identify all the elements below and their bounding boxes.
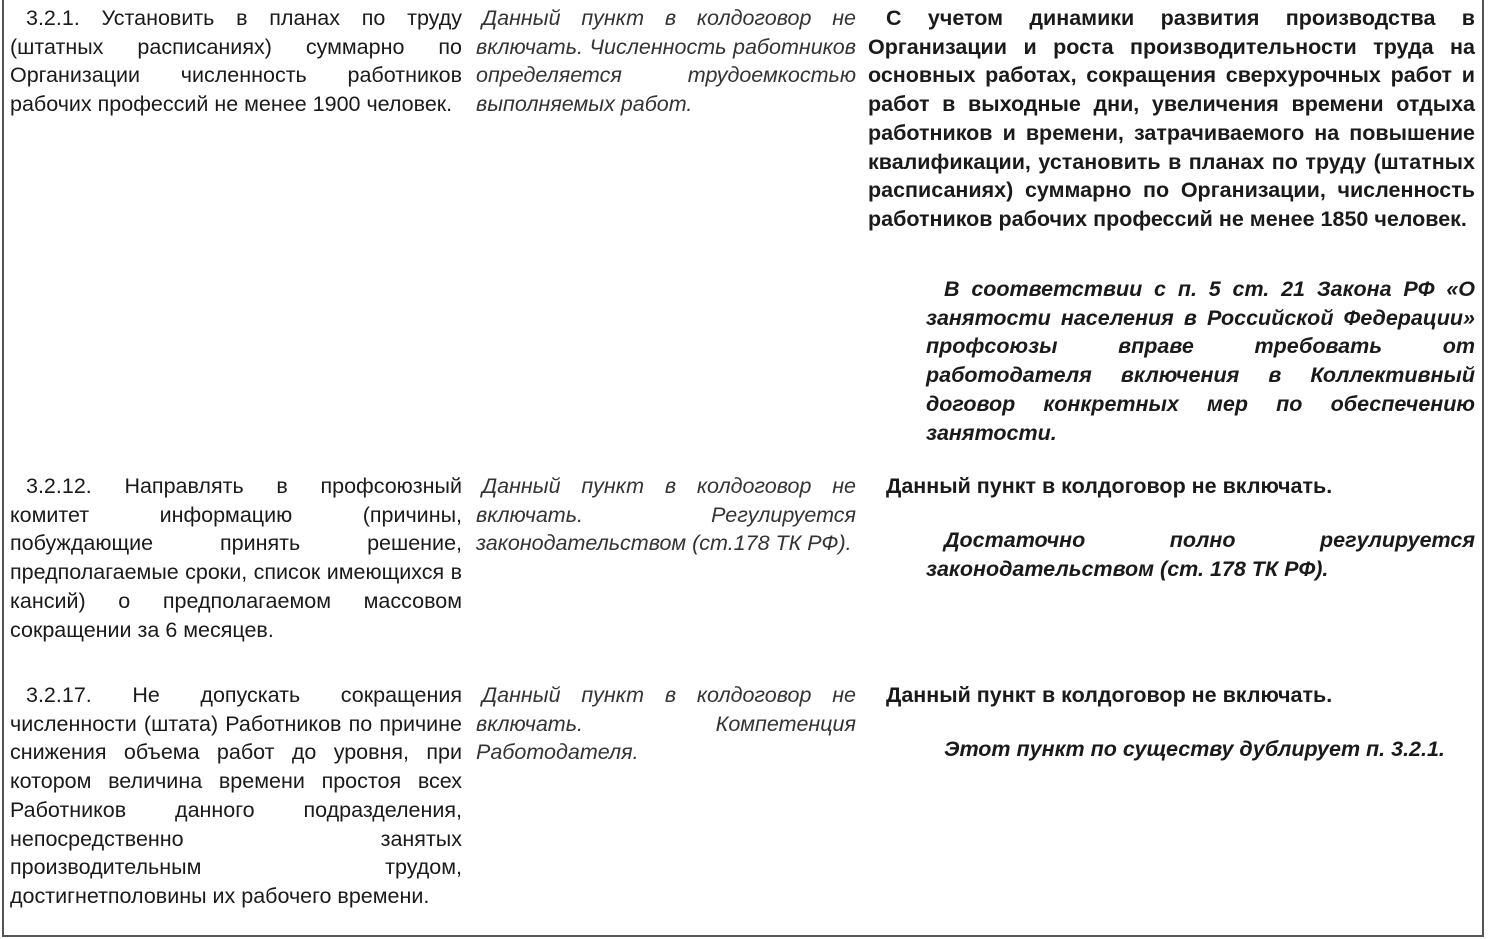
row-3-employer-response: Данный пункт в колдоговор не включать. Компетенция Работодателя. — [476, 683, 856, 765]
row-2-note: Достаточно полно регулируется законодательством (ст. 178 ТК РФ). — [926, 528, 1475, 581]
row-1-proposal: 3.2.1. Установить в планах по труду (штатных расписаниях) суммарно по Организации численность работников рабочих профессий не менее 1900 человек. — [10, 6, 462, 117]
row-2-final-wording: Данный пункт в колдоговор не включать. — [886, 474, 1333, 498]
row-3-note: Этот пункт по существу дублирует п. 3.2.1. — [944, 737, 1445, 761]
row-1-note: В соответствии с п. 5 ст. 21 Закона РФ «О занятости населения в Российской Федерации» профсоюзы вправе требовать от работодателя включения в Коллективный договор конкретных мер по обеспечению занятости. — [926, 277, 1475, 445]
row-2-proposal: 3.2.12. Направлять в профсоюзный комитет информацию (причины, побуждающие принять решение, предполагаемые сроки, список имеющихся в кансий) о предполагаемом массовом сокращении за 6 месяцев. — [10, 474, 462, 642]
row-3-proposal: 3.2.17. Не допускать сокращения численности (штата) Работников по причине снижения объема работ до уровня, при котором величина времени простоя всех Работников данного подразделения, непосредственно занятых производительным трудом, достигнетполовины их рабочего времени. — [10, 683, 462, 908]
row-1-employer-response: Данный пункт в колдоговор не включать. Численность работников определяется трудоемкостью выполняемых работ. — [476, 6, 856, 117]
row-2-employer-response: Данный пункт в колдоговор не включать. Регулируется законодательством (ст.178 ТК РФ). — [476, 474, 856, 556]
row-3-final-wording: Данный пункт в колдоговор не включать. — [886, 683, 1333, 707]
row-1-final-wording: С учетом динамики развития производства в Организации и роста производительности труда на основных работах, сокращения сверхурочных работ и работ в выходные дни, увеличения времени отдыха работников и времени, затрачиваемого на повышение квалификации, установить в планах по труду (штатных расписаниях) суммарно по Организации, численность работников рабочих профессий не менее 1850 человек. — [868, 6, 1475, 231]
